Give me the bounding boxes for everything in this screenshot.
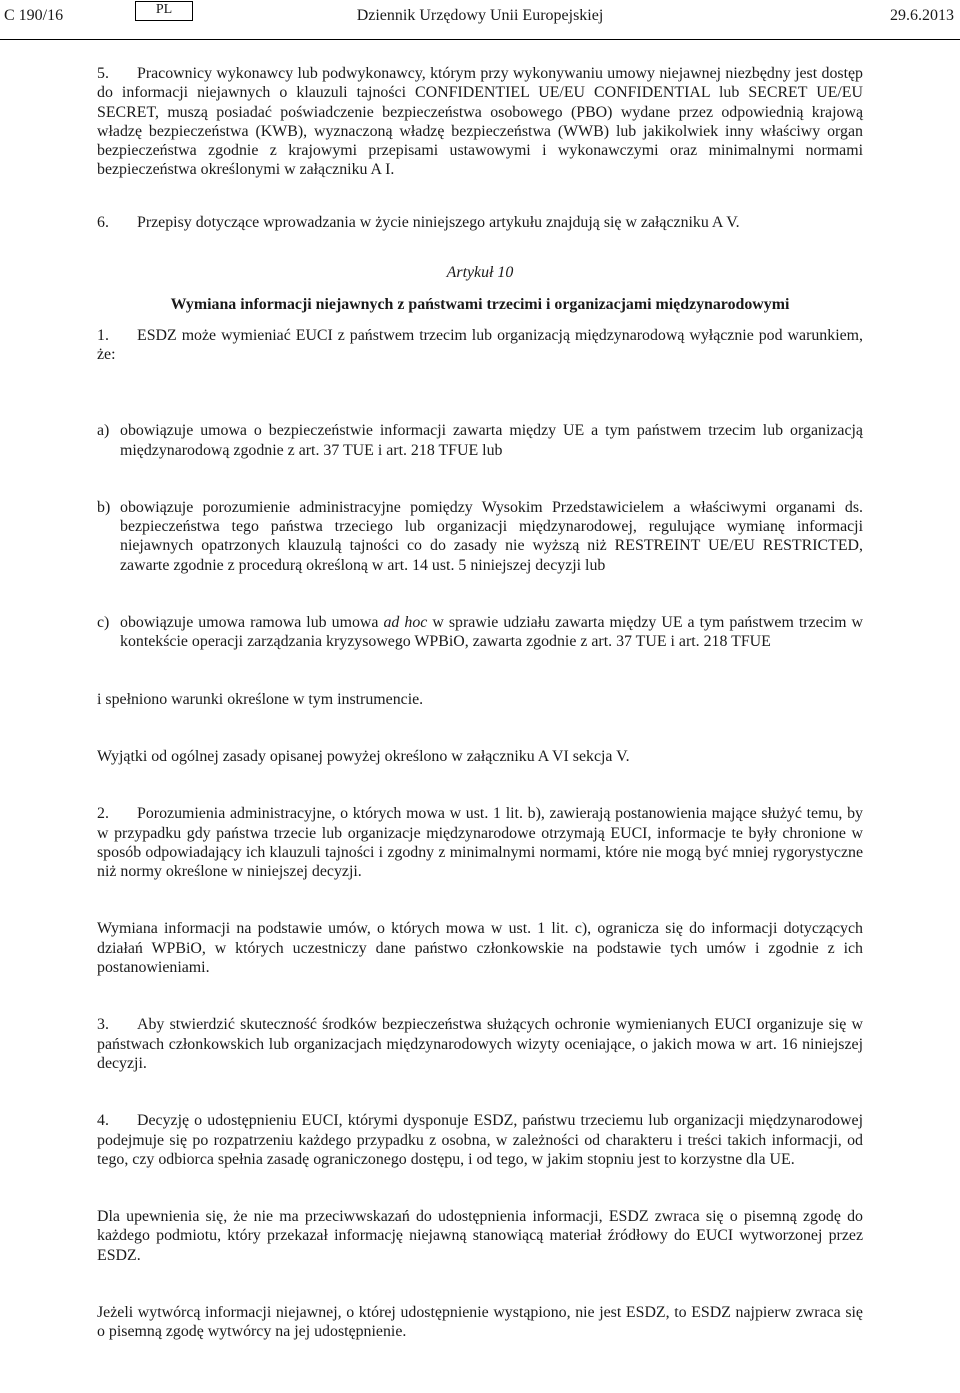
list-item-c bbox=[97, 613, 863, 652]
list-item-label: c) bbox=[97, 614, 110, 632]
list-item-b bbox=[97, 498, 863, 575]
article-number: Artykuł 10 bbox=[446, 264, 514, 282]
list-item-italic: ad hoc bbox=[383, 614, 428, 632]
list-item-label: b) bbox=[97, 498, 111, 516]
paragraph-text: Aby stwierdzić skuteczność środków bezpieczeństwa służących ochronie wymienianych EUCI organizuje się w państwach członkowskich lub organizacjach międzynarodowych wizyty oceniające, o jakich mowa w art. 16 niniejszej decyzji. bbox=[97, 1016, 863, 1072]
paragraph-text: Pracownicy wykonawcy lub podwykonawcy, którym przy wykonywaniu umowy niejawnej niezbędny jest dostęp do informacji niejawnych o klauzuli tajności CONFIDENTIEL UE/EU CONFIDENTIAL lub SECRET UE/EU SECRET, muszą posiadać poświadczenie bezpieczeństwa osobowego (PBO) wydane przez odpowiednią krajową władzę bezpieczeństwa (KWB), wyznaczoną władzę bezpieczeństwa (WWB) lub jakikolwiek inny właściwy organ bezpieczeństwa zgodnie z krajowymi przepisami ustawowymi i wykonawczymi oraz minimalnymi normami bezpieczeństwa określonymi w załączniku A I. bbox=[97, 65, 863, 179]
paragraph-number: 5. bbox=[97, 65, 109, 82]
paragraph-text: Przepisy dotyczące wprowadzania w życie niniejszego artykułu znajdują się w załączniku A V. bbox=[137, 213, 740, 231]
paragraph-number: 1. bbox=[97, 326, 109, 344]
list-item-text-part: obowiązuje umowa ramowa lub umowa bbox=[120, 614, 384, 632]
list-item-label: a) bbox=[97, 422, 110, 440]
paragraph-4-continued: Dla upewnienia się, że nie ma przeciwwskazań do udostępnienia informacji, ESDZ zwraca się o pisemną zgodę do każdego podmiotu, który przekazał informację niejawną stanowiącą materiał źródłowy do EUCI wytworzonej przez ESDZ. bbox=[97, 1208, 863, 1264]
language-badge: PL bbox=[135, 1, 193, 21]
list-item-text: obowiązuje porozumienie administracyjne pomiędzy Wysokim Przedstawicielem a właściwymi organami ds. bezpieczeństwa tego państwa trzeciego lub organizacji międzynarodowej, regulujące wymianę informacji niejawnych opatrzonych klauzulą tajności co do zasady nie wyższą niż RESTREINT UE/EU RESTRICTED, zawarte zgodnie z procedurą określoną w art. 14 ust. 5 niniejszej decyzji lub bbox=[120, 498, 863, 574]
paragraph-3 bbox=[97, 1015, 863, 1073]
paragraph-number: 2. bbox=[97, 805, 109, 823]
paragraph-number: 3. bbox=[97, 1016, 109, 1034]
paragraph-text: ESDZ może wymieniać EUCI z państwem trzecim lub organizacją międzynarodową wyłącznie pod warunkiem, że: bbox=[97, 326, 863, 363]
page-reference: C 190/16 bbox=[4, 7, 64, 24]
paragraph-number: 6. bbox=[97, 213, 109, 231]
page-header bbox=[0, 0, 960, 40]
paragraph-2-continued: Wymiana informacji na podstawie umów, o których mowa w ust. 1 lit. c), ogranicza się do informacji dotyczących działań WPBiO, w których uczestniczy dane państwo członkowskie na podstawie tych umów i zgodnie z ich postanowieniami. bbox=[97, 920, 863, 977]
list-item-text: obowiązuje umowa o bezpieczeństwie informacji zawarta między UE a tym państwem trzecim lub organizacją międzynarodową zgodnie z art. 37 TUE i art. 218 TFUE lub bbox=[120, 422, 863, 459]
paragraph-text: Porozumienia administracyjne, o których mowa w ust. 1 lit. b), zawierają postanowienia mające służyć temu, by w przypadku gdy państwa trzecie lub organizacje międzynarodowe otrzymają EUCI, informacje te były chronione w sposób odpowiadający ich klauzuli tajności i zgodny z minimalnymi normami, które nie mogą być mniej rygorystyczne niż normy określone w niniejszej decyzji. bbox=[97, 805, 863, 881]
list-item-text bbox=[120, 614, 863, 650]
journal-title: Dziennik Urzędowy Unii Europejskiej bbox=[356, 7, 604, 24]
paragraph-6 bbox=[97, 213, 863, 232]
list-item-text-part: w sprawie udziału zawarta między UE a tym państwem trzecim w kontekście operacji zarządzania kryzysowego WPBiO, zawarta zgodnie z art. 37 TUE i art. 218 TFUE bbox=[120, 614, 863, 651]
paragraph-5 bbox=[97, 64, 863, 180]
document-body bbox=[97, 64, 863, 1342]
paragraph-4-final: Jeżeli wytwórcą informacji niejawnej, o której udostępnienie wystąpiono, nie jest ESDZ, to ESDZ najpierw zwraca się o pisemną zgodę wytwórcy na jej udostępnienie. bbox=[97, 1303, 863, 1341]
paragraph-2 bbox=[97, 804, 863, 881]
paragraph-1 bbox=[97, 326, 863, 365]
list-item-a bbox=[97, 421, 863, 460]
publication-date: 29.6.2013 bbox=[890, 7, 954, 24]
exceptions-sentence: Wyjątki od ogólnej zasady opisanej powyżej określono w załączniku A VI sekcja V. bbox=[97, 747, 630, 765]
paragraph-4 bbox=[97, 1111, 863, 1169]
conditions-sentence: i spełniono warunki określone w tym instrumencie. bbox=[97, 690, 424, 708]
paragraph-number: 4. bbox=[97, 1112, 109, 1130]
article-title: Wymiana informacji niejawnych z państwami trzecimi i organizacjami międzynarodowymi bbox=[170, 296, 790, 314]
paragraph-text: Decyzję o udostępnieniu EUCI, którymi dysponuje ESDZ, państwu trzeciemu lub organizacji międzynarodowej podejmuje się po rozpatrzeniu każdego przypadku z osobna, w zależności od charakteru i treści takich informacji, od tego, czy odbiorca spełnia zasadę ograniczonego dostępu, i od tego, w jakim stopniu jest to korzystne dla UE. bbox=[97, 1112, 863, 1168]
